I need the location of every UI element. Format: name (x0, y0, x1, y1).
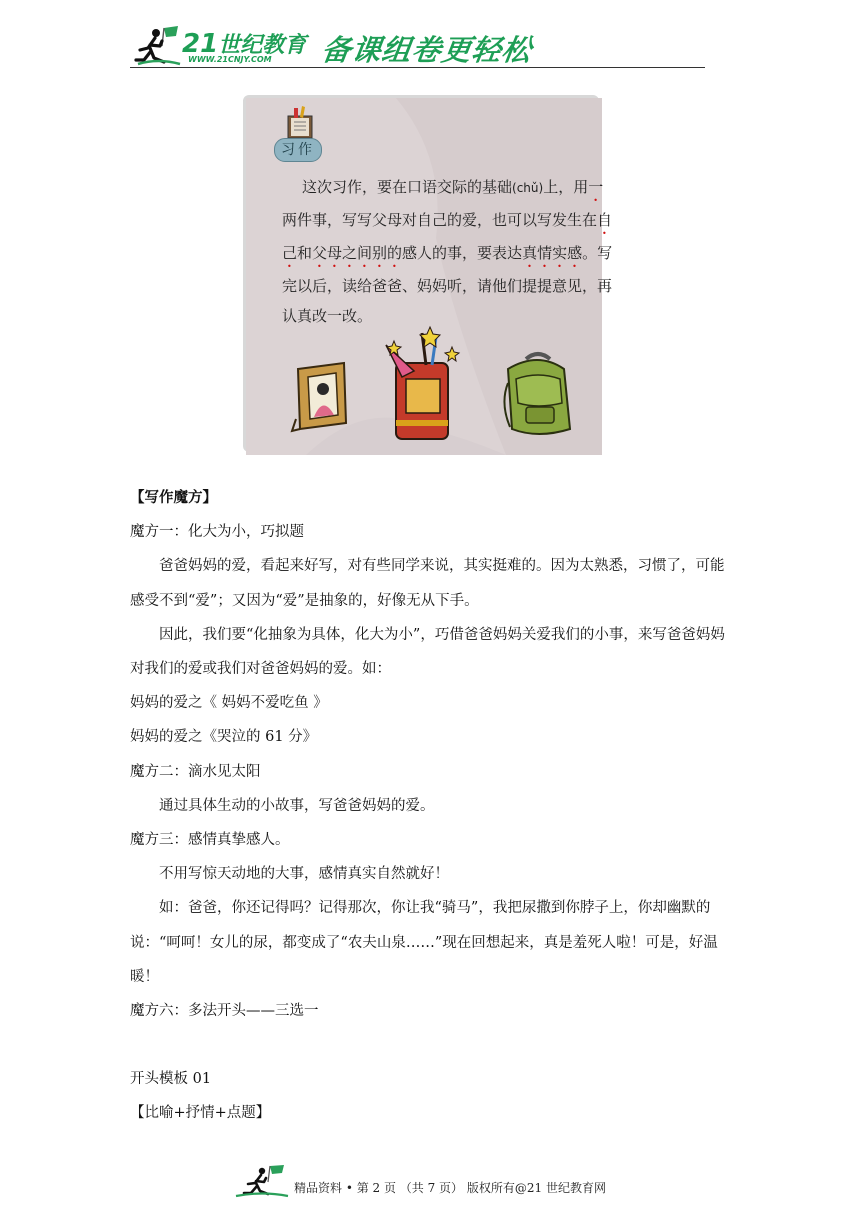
figure-text (282, 172, 613, 331)
example-title: 妈妈的爱之《哭泣的 61 分》 (130, 729, 318, 746)
textbook-figure (243, 95, 613, 452)
method-three-title: 魔方三：感情真挚感人。 (130, 832, 290, 849)
section-title: 【写作魔方】 (130, 489, 217, 506)
figure-text-segment: 上，用 (543, 178, 589, 196)
pencil-case-icon (386, 327, 459, 439)
paragraph: 爸爸妈妈的爱，看起来好写，对有些同学来说，其实挺难的。因为太熟悉，习惯了，可能感受不到“爱”；又因为“爱”是抽象的，好像无从下手。 (130, 558, 725, 609)
figure-text-segment: 和 (297, 244, 313, 262)
method-one-title: 魔方一：化大为小，巧拟题 (130, 524, 304, 541)
figure-illustration (246, 323, 602, 455)
article-body (130, 481, 735, 1131)
page-footer (232, 1164, 652, 1198)
paragraph: 不用写惊天动地的大事，感情真实自然就好！ (159, 866, 449, 883)
example-title: 妈妈的爱之《 妈妈不爱吃鱼 》 (130, 695, 328, 712)
figure-line (282, 271, 613, 301)
brand-url: WWW.21CNJY.COM (188, 55, 272, 64)
emphasis-text: 一 (588, 178, 604, 196)
figure-text-segment: 认真改一改。 (282, 307, 373, 325)
figure-text-segment: 。写 (582, 244, 613, 262)
emphasis-text: 父母之间别的 (312, 244, 403, 262)
brand-text: 世纪教育 (218, 33, 307, 58)
figure-line (282, 172, 602, 205)
emphasis-text: 自 (597, 211, 613, 229)
template-title: 开头模板 01 (130, 1071, 212, 1088)
figure-text-segment: 完以后，读给爸爸、妈妈听，请他们提提意见，再 (282, 277, 613, 295)
emphasis-text: 己 (282, 244, 298, 262)
emphasis-text: 真情实感 (522, 244, 583, 262)
runner-logo-icon (134, 24, 182, 68)
paragraph: 因此，我们要“化抽象为具体，化大为小”，巧借爸爸妈妈关爱我们的小事，来写爸爸妈妈对我们的爱或我们对爸爸妈妈的爱。如： (130, 626, 725, 678)
paragraph: 如：爸爸，你还记得吗？记得那次，你让我“骑马”，我把尿撒到你脖子上，你却幽默的说：“呵呵！女儿的尿，都变成了“农夫山泉……”现在回想起来，真是羞死人啦！可是，好温暖！ (130, 900, 718, 985)
figure-text-segment: 这次习作，要在口语交际的基础 (302, 178, 513, 196)
header-divider (130, 67, 705, 68)
page-header (130, 22, 705, 72)
figure-tag: 习作 (274, 138, 322, 162)
photo-frame-icon (292, 363, 346, 431)
backpack-icon (504, 354, 570, 434)
template-subtitle: 【比喻+抒情+点题】 (130, 1105, 271, 1122)
figure-text-segment: 两件事，写写父母对自己的爱，也可以写发生在 (282, 211, 598, 229)
paragraph: 通过具体生动的小故事，写爸爸妈妈的爱。 (159, 797, 435, 814)
figure-line (282, 205, 613, 238)
method-six-title: 魔方六：多法开头——三选一 (130, 1003, 319, 1020)
figure-text-segment: 感人的事，要表达 (402, 244, 523, 262)
brand-number: 21 (182, 29, 219, 59)
method-two-title: 魔方二：滴水见太阳 (130, 763, 261, 780)
header-slogan: 备课组卷更轻松 (319, 33, 535, 67)
footer-text: 精品资料 • 第 2 页 （共 7 页） 版权所有@21 世纪教育网 (294, 1181, 606, 1195)
pinyin-note: (chǔ) (512, 181, 544, 195)
figure-line (282, 238, 613, 271)
runner-logo-icon (232, 1164, 290, 1198)
book-icon (286, 106, 316, 140)
spacer (130, 1028, 735, 1062)
